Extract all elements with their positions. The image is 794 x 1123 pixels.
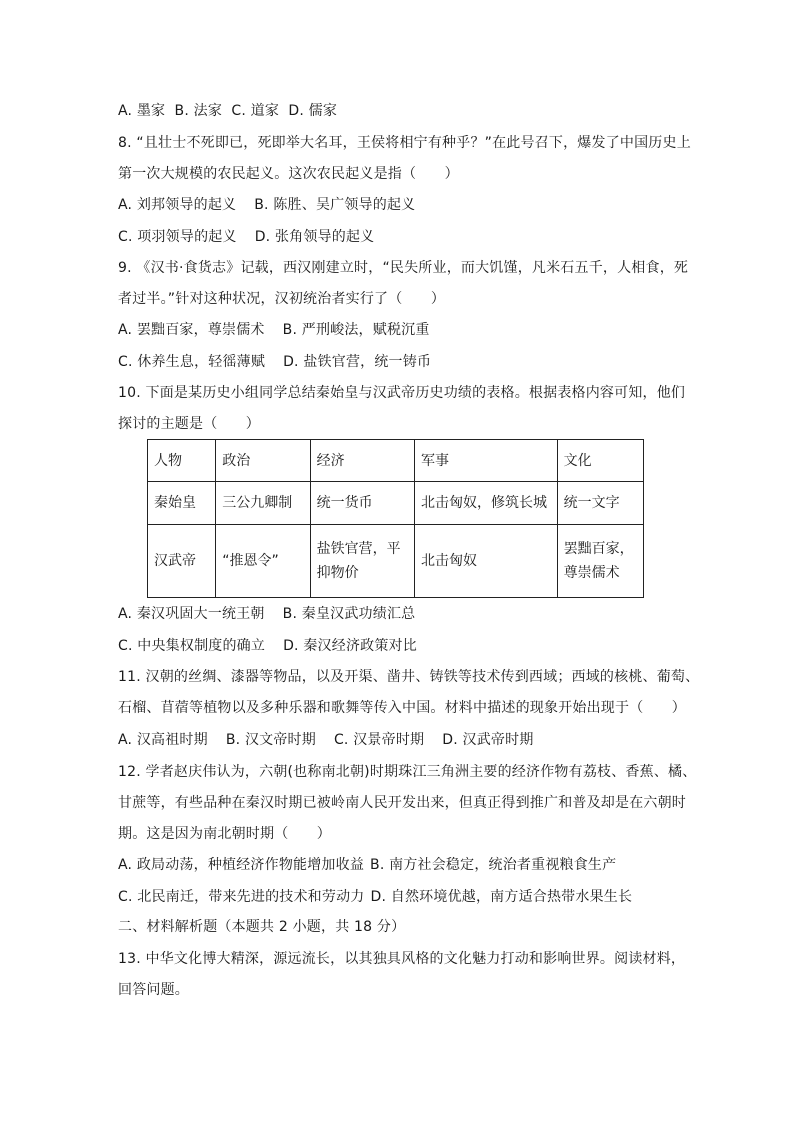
q11-option-d: D. 汉武帝时期 <box>442 732 534 748</box>
q8-option-a: A. 刘邦领导的起义 <box>118 197 237 213</box>
table-cell: 统一文字 <box>557 482 643 525</box>
q11-options <box>118 730 534 750</box>
table-header-row <box>148 440 644 482</box>
q9-option-b: B. 严刑峻法，赋税沉重 <box>282 322 430 338</box>
q12-option-c: C. 北民南迁，带来先进的技术和劳动力 <box>118 889 365 905</box>
q8-option-b: B. 陈胜、吴广领导的起义 <box>254 197 416 213</box>
table-header-cell: 文化 <box>557 440 643 482</box>
q9-stem-line2: 者过半。”针对这种状况，汉初统治者实行了（ ） <box>118 291 446 307</box>
q11-stem-line1: 11. 汉朝的丝绸、漆器等物品，以及开渠、凿井、铸铁等技术传到西域；西域的核桃、葡萄、 <box>118 669 700 685</box>
table-cell: 北击匈奴 <box>415 525 558 598</box>
q13-stem-line1: 13. 中华文化博大精深，源远流长，以其独具风格的文化魅力打动和影响世界。阅读材料， <box>118 951 686 967</box>
q9-options-row1 <box>118 320 430 340</box>
q10-options-row1 <box>118 604 415 624</box>
table-cell: 北击匈奴，修筑长城 <box>415 482 558 525</box>
q8-option-c: C. 项羽领导的起义 <box>118 229 237 245</box>
table-cell: 盐铁官营，平抑物价 <box>310 525 414 598</box>
q10-option-d: D. 秦汉经济政策对比 <box>283 638 417 654</box>
q8-options-row1 <box>118 195 415 215</box>
q11-option-c: C. 汉景帝时期 <box>333 732 425 748</box>
q11-option-b: B. 汉文帝时期 <box>225 732 316 748</box>
q11-stem-line2: 石榴、苜蓿等植物以及多种乐器和歌舞等传入中国。材料中描述的现象开始出现于（ ） <box>118 700 686 716</box>
q9-options-row2 <box>118 352 431 372</box>
q8-options-row2 <box>118 227 374 247</box>
q7-option-c: C. 道家 <box>231 103 280 119</box>
q10-option-c: C. 中央集权制度的确立 <box>118 638 266 654</box>
q9-option-d: D. 盐铁官营，统一铸币 <box>283 354 432 370</box>
table-row <box>148 525 644 598</box>
q12-stem-line1: 12. 学者赵庆伟认为，六朝(也称南北朝)时期珠江三角洲主要的经济作物有荔枝、香蕉、橘、 <box>118 764 697 780</box>
table-header-cell: 经济 <box>310 440 414 482</box>
q12-options-row2 <box>118 887 632 907</box>
q8-option-d: D. 张角领导的起义 <box>254 229 375 245</box>
table-cell: 统一货币 <box>310 482 414 525</box>
table-row <box>148 482 644 525</box>
q12-stem-line2: 甘蔗等，有些品种在秦汉时期已被岭南人民开发出来，但真正得到推广和普及却是在六朝时 <box>118 795 686 811</box>
q13-stem-line2: 回答问题。 <box>118 982 189 998</box>
q12-options-row1 <box>118 855 616 875</box>
table-cell: “推恩令” <box>216 525 310 598</box>
q10-option-b: B. 秦皇汉武功绩汇总 <box>282 606 416 622</box>
q11-option-a: A. 汉高祖时期 <box>118 732 208 748</box>
history-table <box>147 439 644 598</box>
table-cell: 三公九卿制 <box>216 482 310 525</box>
q10-options-row2 <box>118 636 417 656</box>
q7-option-b: B. 法家 <box>174 103 223 119</box>
q9-option-a: A. 罢黜百家，尊崇儒术 <box>118 322 265 338</box>
q7-option-a: A. 墨家 <box>118 103 166 119</box>
q12-stem-line3: 期。这是因为南北朝时期（ ） <box>118 826 331 842</box>
q10-stem-line1: 10. 下面是某历史小组同学总结秦始皇与汉武帝历史功绩的表格。根据表格内容可知，他们 <box>118 385 686 401</box>
table-header-cell: 军事 <box>415 440 558 482</box>
table-cell: 秦始皇 <box>148 482 216 525</box>
q12-option-d: D. 自然环境优越，南方适合热带水果生长 <box>370 889 633 905</box>
table-header-cell: 政治 <box>216 440 310 482</box>
q7-option-d: D. 儒家 <box>288 103 338 119</box>
q8-stem-line1: 8. “且壮士不死即已，死即举大名耳，王侯将相宁有种乎？”在此号召下，爆发了中国历史上 <box>118 135 691 151</box>
table-cell: 汉武帝 <box>148 525 216 598</box>
section-heading: 二、材料解析题（本题共 2 小题，共 18 分） <box>118 919 406 935</box>
table-header-cell: 人物 <box>148 440 216 482</box>
q10-option-a: A. 秦汉巩固大一统王朝 <box>118 606 265 622</box>
q7-options <box>118 101 337 121</box>
q8-stem-line2: 第一次大规模的农民起义。这次农民起义是指（ ） <box>118 166 459 182</box>
q10-stem-line2: 探讨的主题是（ ） <box>118 416 260 432</box>
q12-option-a: A. 政局动荡，种植经济作物能增加收益 <box>118 857 365 873</box>
table-cell: 罢黜百家，尊崇儒术 <box>557 525 643 598</box>
q9-stem-line1: 9. 《汉书·食货志》记载，西汉刚建立时，“民失所业，而大饥馑，凡米石五千，人相食，死 <box>118 260 689 276</box>
q9-option-c: C. 休养生息，轻徭薄赋 <box>118 354 266 370</box>
q12-option-b: B. 南方社会稳定，统治者重视粮食生产 <box>370 857 617 873</box>
